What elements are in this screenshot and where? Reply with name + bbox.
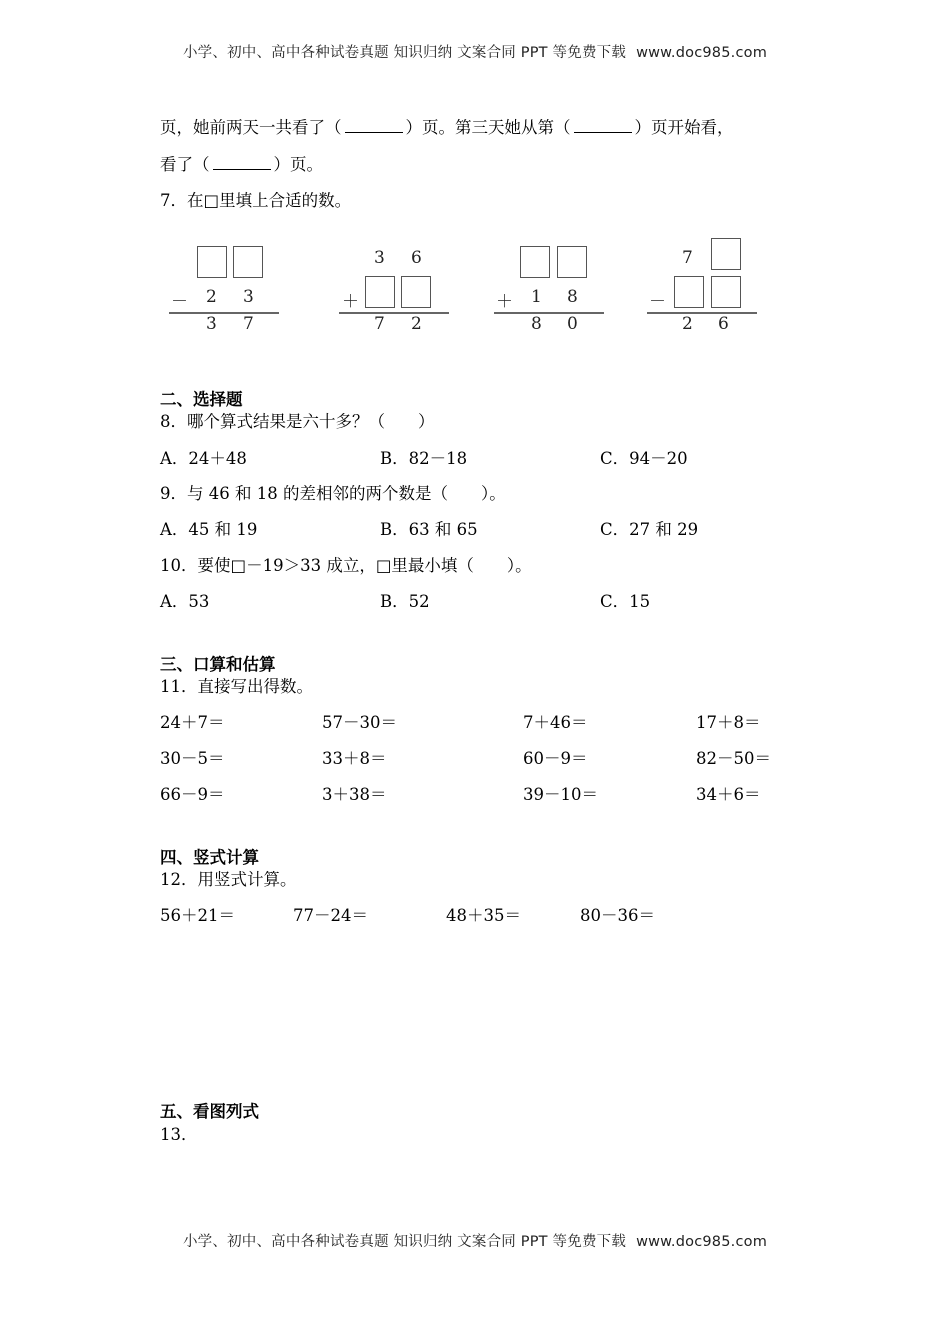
calc-item: 60－9＝: [523, 749, 588, 768]
calc-item: 7＋46＝: [523, 713, 588, 732]
footer-url: www.doc985.com: [636, 1234, 768, 1250]
section-title-mental-math: 三、口算和估算: [160, 655, 276, 674]
q9-option-b[interactable]: B．63 和 65: [380, 520, 478, 539]
q8-text: 8．哪个算式结果是六十多？（ ）: [160, 412, 435, 431]
q6-text-d: 看了（: [160, 155, 210, 174]
fill-box[interactable]: [197, 246, 227, 278]
sum-line: [169, 312, 279, 314]
q7-problem-3: [491, 238, 611, 338]
q10-option-a[interactable]: A．53: [160, 592, 210, 611]
answer-blank[interactable]: [574, 118, 632, 133]
digit: 2: [411, 314, 422, 334]
fill-box[interactable]: [711, 276, 741, 308]
q6-text-a: 页，她前两天一共看了（: [160, 118, 342, 137]
vertical-calc-item: 48＋35＝: [446, 906, 521, 925]
calc-item: 17＋8＝: [696, 713, 761, 732]
q7-problem-4: [644, 234, 764, 338]
q8-option-a[interactable]: A．24＋48: [160, 449, 247, 468]
digit: 7: [682, 248, 693, 268]
section-title-picture-equation: 五、看图列式: [160, 1102, 259, 1121]
q7-title: 7．在□里填上合适的数。: [160, 191, 352, 210]
digit: 0: [567, 314, 578, 334]
q6-text-e: ）页。: [273, 155, 323, 174]
digit: 6: [718, 314, 729, 334]
digit: 7: [243, 314, 254, 334]
q10-text: 10．要使□－19＞33 成立，□里最小填（ ）。: [160, 556, 532, 575]
digit: 3: [206, 314, 217, 334]
operator: ＋: [496, 292, 513, 312]
page-header: [0, 41, 950, 62]
answer-blank[interactable]: [213, 155, 271, 170]
q8-option-c[interactable]: C．94－20: [600, 449, 688, 468]
answer-blank[interactable]: [345, 118, 403, 133]
digit: 8: [567, 287, 578, 307]
q9-option-c[interactable]: C．27 和 29: [600, 520, 699, 539]
operator: ＋: [342, 292, 359, 312]
q6-text-c: ）页开始看，: [634, 118, 734, 137]
digit: 7: [374, 314, 385, 334]
sum-line: [494, 312, 604, 314]
q6-text-b: ）页。第三天她从第（: [405, 118, 571, 137]
calc-item: 34＋6＝: [696, 785, 761, 804]
footer-text: 小学、初中、高中各种试卷真题 知识归纳 文案合同 PPT 等免费下载: [182, 1234, 627, 1250]
calc-item: 3＋38＝: [322, 785, 387, 804]
operator: －: [649, 292, 666, 312]
digit: 1: [531, 287, 542, 307]
q7-problem-2: [337, 238, 457, 338]
fill-box[interactable]: [557, 246, 587, 278]
page-footer: [0, 1230, 950, 1251]
vertical-calc-item: 80－36＝: [580, 906, 655, 925]
q10-option-c[interactable]: C．15: [600, 592, 651, 611]
q6-line-2: [160, 154, 323, 176]
q9-text: 9．与 46 和 18 的差相邻的两个数是（ ）。: [160, 484, 506, 503]
digit: 3: [374, 248, 385, 268]
calc-item: 82－50＝: [696, 749, 771, 768]
digit: 6: [411, 248, 422, 268]
fill-box[interactable]: [365, 276, 395, 308]
header-url: www.doc985.com: [636, 45, 768, 61]
fill-box[interactable]: [674, 276, 704, 308]
fill-box[interactable]: [401, 276, 431, 308]
fill-box[interactable]: [233, 246, 263, 278]
calc-item: 66－9＝: [160, 785, 225, 804]
q9-option-a[interactable]: A．45 和 19: [160, 520, 258, 539]
q11-text: 11．直接写出得数。: [160, 677, 313, 696]
calc-item: 39－10＝: [523, 785, 598, 804]
q6-line-1: [160, 117, 734, 139]
fill-box[interactable]: [711, 238, 741, 270]
q10-option-b[interactable]: B．52: [380, 592, 430, 611]
fill-box[interactable]: [520, 246, 550, 278]
section-title-choice: 二、选择题: [160, 390, 243, 409]
section-title-vertical-calc: 四、竖式计算: [160, 848, 259, 867]
vertical-calc-item: 56＋21＝: [160, 906, 235, 925]
digit: 8: [531, 314, 542, 334]
sum-line: [339, 312, 449, 314]
calc-item: 33＋8＝: [322, 749, 387, 768]
operator: －: [171, 292, 188, 312]
vertical-calc-item: 77－24＝: [293, 906, 368, 925]
header-text: 小学、初中、高中各种试卷真题 知识归纳 文案合同 PPT 等免费下载: [182, 45, 627, 61]
q7-problem-1: [165, 238, 285, 338]
calc-item: 24＋7＝: [160, 713, 225, 732]
sum-line: [647, 312, 757, 314]
q12-text: 12．用竖式计算。: [160, 870, 297, 889]
digit: 3: [243, 287, 254, 307]
calc-item: 30－5＝: [160, 749, 225, 768]
calc-item: 57－30＝: [322, 713, 397, 732]
digit: 2: [206, 287, 217, 307]
digit: 2: [682, 314, 693, 334]
q8-option-b[interactable]: B．82－18: [380, 449, 468, 468]
q13-text: 13．: [160, 1125, 198, 1144]
